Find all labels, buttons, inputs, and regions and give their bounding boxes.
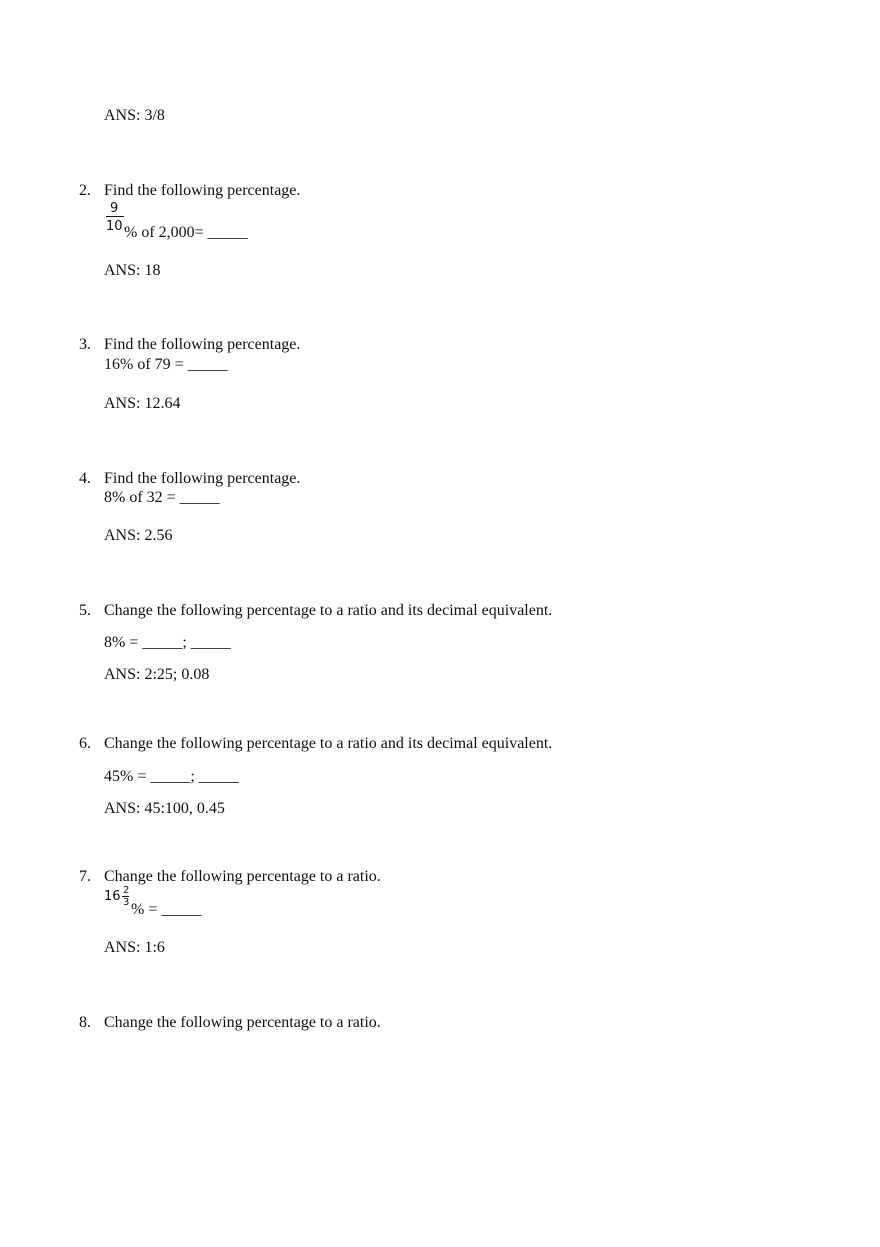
- question-number: 6.: [79, 735, 91, 752]
- expression-text: % of 2,000= _____: [124, 224, 248, 241]
- expression-text: 45% = _____; _____: [104, 768, 239, 785]
- mixed-whole: 16: [104, 889, 121, 904]
- question-text: Change the following percentage to a ratio and its decimal equivalent.: [104, 735, 553, 752]
- answer-text: ANS: 2.56: [104, 527, 173, 544]
- fraction-9-10: [104, 200, 126, 240]
- question-text: Find the following percentage.: [104, 182, 301, 199]
- question-text: Change the following percentage to a ratio.: [104, 1014, 381, 1031]
- answer-text: ANS: 12.64: [104, 395, 181, 412]
- mixed-number-16-2-3: [104, 884, 134, 912]
- fraction-bar: [106, 216, 124, 217]
- question-number: 3.: [79, 336, 91, 353]
- fraction-denominator: 3: [123, 897, 130, 908]
- question-text: Change the following percentage to a ratio and its decimal equivalent.: [104, 602, 553, 619]
- fraction-numerator: 9: [110, 201, 119, 216]
- answer-text: ANS: 3/8: [104, 107, 165, 124]
- question-text: Change the following percentage to a ratio.: [104, 868, 381, 885]
- question-text: Find the following percentage.: [104, 336, 301, 353]
- fraction-numerator: 2: [123, 885, 130, 896]
- expression-text: 8% = _____; _____: [104, 634, 231, 651]
- expression-text: 8% of 32 = _____: [104, 489, 220, 506]
- question-number: 2.: [79, 182, 91, 199]
- question-number: 7.: [79, 868, 91, 885]
- question-text: Find the following percentage.: [104, 470, 301, 487]
- expression-text: % = _____: [131, 901, 202, 918]
- answer-text: ANS: 1:6: [104, 939, 165, 956]
- answer-text: ANS: 2:25; 0.08: [104, 666, 210, 683]
- fraction-denominator: 10: [106, 219, 123, 234]
- answer-text: ANS: 18: [104, 262, 161, 279]
- question-number: 4.: [79, 470, 91, 487]
- answer-text: ANS: 45:100, 0.45: [104, 800, 225, 817]
- question-number: 5.: [79, 602, 91, 619]
- expression-text: 16% of 79 = _____: [104, 356, 228, 373]
- question-number: 8.: [79, 1014, 91, 1031]
